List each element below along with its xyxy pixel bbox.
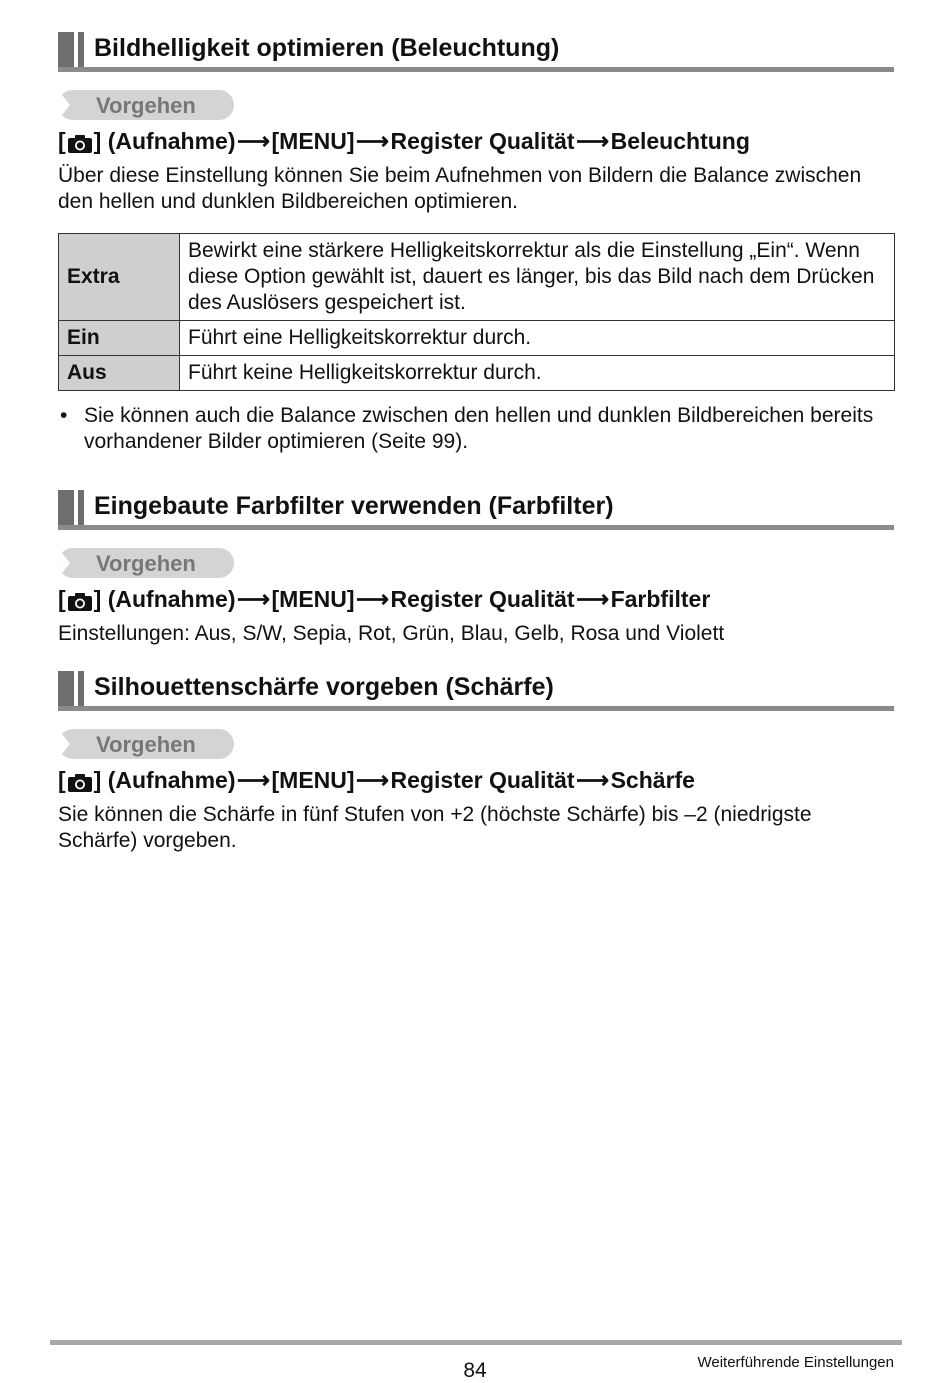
heading-marker	[58, 32, 74, 72]
section-title: Bildhelligkeit optimieren (Beleuchtung)	[94, 34, 560, 62]
badge-notch	[58, 90, 70, 120]
path-register: Register Qualität	[390, 767, 575, 793]
path-mode: ] (Aufnahme)	[93, 767, 236, 793]
arrow-icon: ⟶	[576, 767, 610, 793]
heading-marker	[78, 32, 84, 72]
arrow-icon: ⟶	[576, 586, 610, 612]
section-heading	[58, 671, 894, 711]
table-row	[59, 321, 895, 356]
path-bracket-open: [	[58, 128, 66, 154]
section-title: Eingebaute Farbfilter verwenden (Farbfilter)	[94, 492, 614, 520]
heading-marker	[78, 671, 84, 711]
footer-rule	[50, 1340, 902, 1345]
section-description: Sie können die Schärfe in fünf Stufen von +2 (höchste Schärfe) bis –2 (niedrigste Schärfe) vorgeben.	[58, 803, 812, 852]
camera-icon	[67, 772, 93, 792]
badge-notch	[58, 548, 70, 578]
arrow-icon: ⟶	[576, 128, 610, 154]
table-row	[59, 234, 895, 321]
path-mode: ] (Aufnahme)	[93, 128, 236, 154]
path-target: Farbfilter	[610, 586, 711, 612]
section-description: Einstellungen: Aus, S/W, Sepia, Rot, Grün, Blau, Gelb, Rosa und Violett	[58, 622, 725, 645]
arrow-icon: ⟶	[356, 767, 390, 793]
path-menu: [MENU]	[271, 767, 355, 793]
heading-marker	[58, 671, 74, 711]
section-title: Silhouettenschärfe vorgeben (Schärfe)	[94, 673, 554, 701]
camera-icon	[67, 591, 93, 611]
menu-path	[58, 767, 894, 794]
heading-rule	[58, 525, 894, 530]
section-beleuchtung	[58, 32, 894, 455]
bullet-mark: •	[60, 404, 68, 427]
badge-notch	[58, 729, 70, 759]
section-heading	[58, 32, 894, 72]
procedure-badge	[58, 548, 234, 578]
option-key: Ein	[59, 321, 180, 356]
camera-icon	[67, 133, 93, 153]
arrow-icon: ⟶	[237, 128, 270, 154]
path-menu: [MENU]	[271, 128, 355, 154]
chapter-label: Weiterführende Einstellungen	[697, 1354, 894, 1371]
section-heading	[58, 490, 894, 530]
arrow-icon: ⟶	[237, 767, 270, 793]
arrow-icon: ⟶	[356, 128, 390, 154]
path-mode: ] (Aufnahme)	[93, 586, 236, 612]
option-key: Extra	[59, 234, 180, 321]
section-description: Über diese Einstellung können Sie beim Aufnehmen von Bildern die Balance zwischen den hellen und dunklen Bildbereichen optimieren.	[58, 164, 862, 213]
path-target: Schärfe	[610, 767, 695, 793]
procedure-label: Vorgehen	[96, 551, 196, 576]
table-row	[59, 356, 895, 391]
page-number: 84	[463, 1359, 487, 1382]
menu-path	[58, 128, 894, 155]
heading-rule	[58, 706, 894, 711]
bullet-note	[58, 403, 894, 455]
option-key: Aus	[59, 356, 180, 391]
path-target: Beleuchtung	[610, 128, 750, 154]
section-schaerfe	[58, 671, 894, 854]
procedure-label: Vorgehen	[96, 732, 196, 757]
section-farbfilter	[58, 490, 894, 647]
note-text: Sie können auch die Balance zwischen den hellen und dunklen Bildbereichen bereits vorhandener Bilder optimieren (Seite 99).	[84, 404, 874, 453]
path-bracket-open: [	[58, 767, 66, 793]
procedure-badge	[58, 90, 234, 120]
procedure-label: Vorgehen	[96, 93, 196, 118]
option-description: Bewirkt eine stärkere Helligkeitskorrektur als die Einstellung „Ein“. Wenn diese Option gewählt ist, dauert es länger, bis das Bild nach dem Drücken des Auslösers gespeichert ist.	[180, 234, 895, 321]
path-register: Register Qualität	[390, 128, 575, 154]
menu-path	[58, 586, 894, 613]
arrow-icon: ⟶	[237, 586, 270, 612]
arrow-icon: ⟶	[356, 586, 390, 612]
option-description: Führt eine Helligkeitskorrektur durch.	[180, 321, 895, 356]
options-table	[58, 233, 895, 391]
path-register: Register Qualität	[390, 586, 575, 612]
procedure-badge	[58, 729, 234, 759]
heading-marker	[78, 490, 84, 530]
path-menu: [MENU]	[271, 586, 355, 612]
option-description: Führt keine Helligkeitskorrektur durch.	[180, 356, 895, 391]
heading-rule	[58, 67, 894, 72]
path-bracket-open: [	[58, 586, 66, 612]
heading-marker	[58, 490, 74, 530]
